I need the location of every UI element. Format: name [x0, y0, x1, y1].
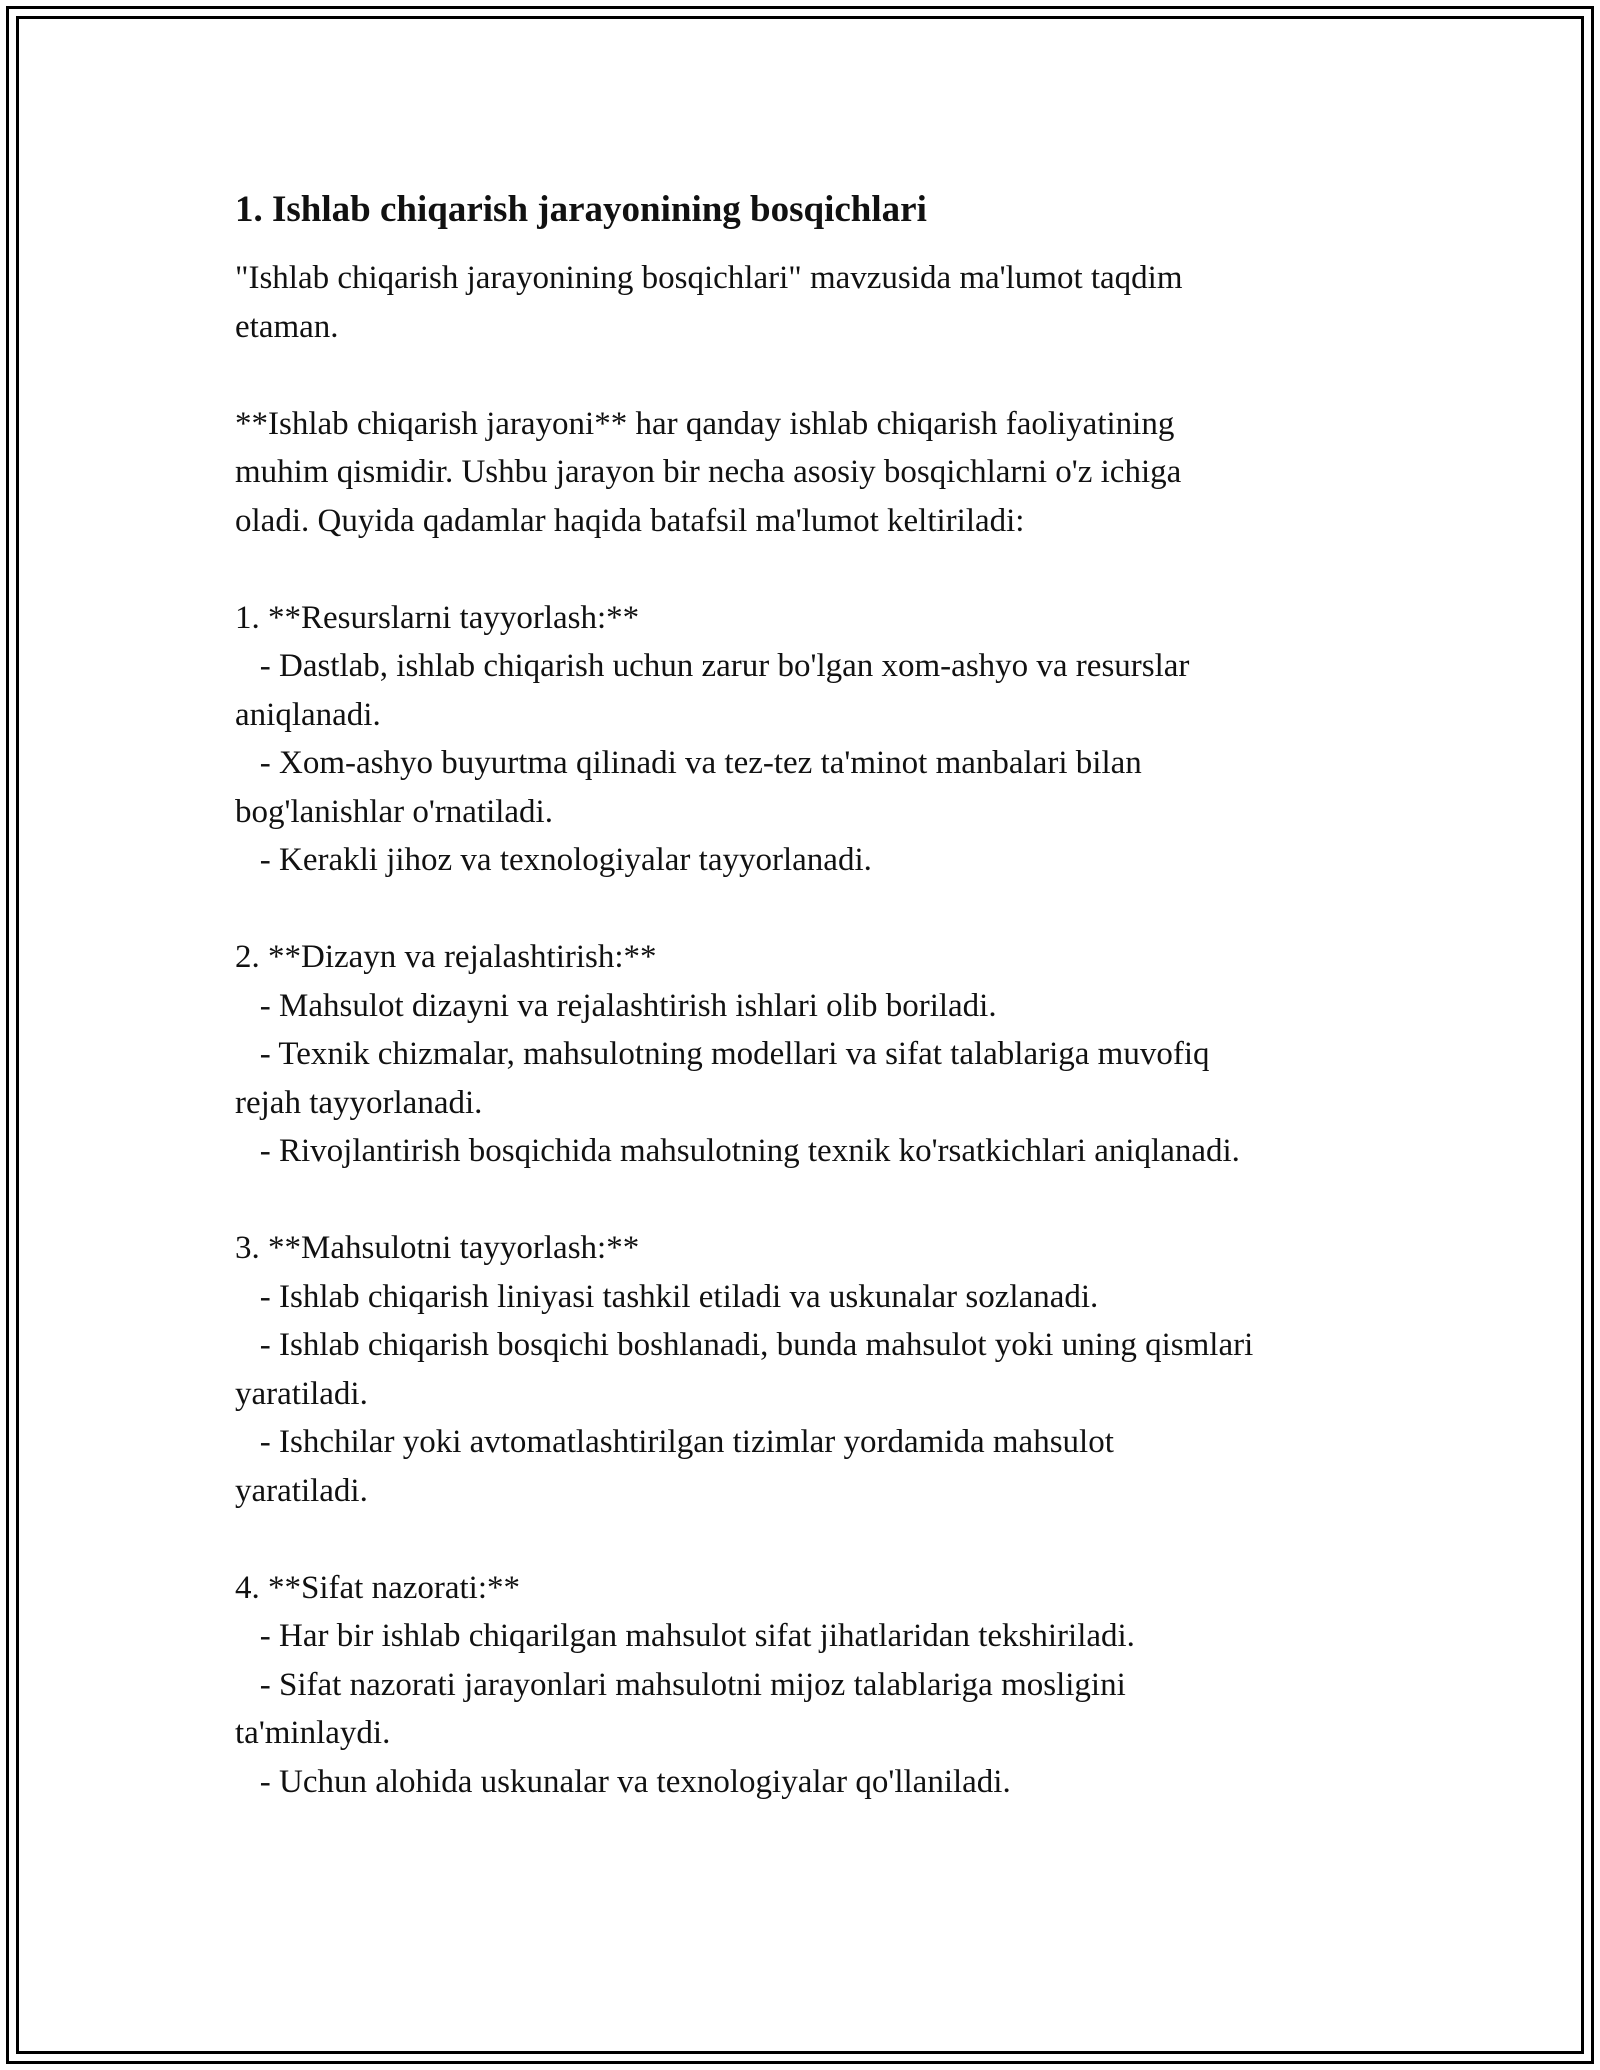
paragraph-gap [235, 1515, 1385, 1564]
section-body: - Har bir ishlab chiqarilgan mahsulot sifat jihatlaridan tekshiriladi. - Sifat nazorati jarayonlari mahsulotni mijoz talablariga mosligini ta'minlaydi. - Uchun alohida uskunalar va texnologiyalar qo'llaniladi. [235, 1618, 1135, 1800]
paragraph-gap [235, 1176, 1385, 1225]
section-design [235, 933, 1385, 1176]
section-body: - Mahsulot dizayni va rejalashtirish ishlari olib boriladi. - Texnik chizmalar, mahsulotning modellari va sifat talablariga muvofiq rejah tayyorlanadi. - Rivojlantirish bosqichida mahsulotning texnik ko'rsatkichlari aniqlanadi. [235, 987, 1240, 1169]
section-body: - Ishlab chiqarish liniyasi tashkil etiladi va uskunalar sozlanadi. - Ishlab chiqarish bosqichi boshlanadi, bunda mahsulot yoki uning qismlari yaratiladi. - Ishchilar yoki avtomatlashtirilgan tizimlar yordamida mahsulot yaratiladi. [235, 1278, 1254, 1509]
section-resources [235, 594, 1385, 885]
intro-paragraph: "Ishlab chiqarish jarayonining bosqichlari" mavzusida ma'lumot taqdim etaman. [235, 260, 1183, 345]
document-heading: 1. Ishlab chiqarish jarayonining bosqichlari [235, 189, 927, 230]
paragraph-gap [235, 545, 1385, 594]
section-title: 1. **Resurslarni tayyorlash:** [235, 599, 640, 636]
section-title: 3. **Mahsulotni tayyorlash:** [235, 1230, 640, 1266]
overview-paragraph: **Ishlab chiqarish jarayoni** har qanday ishlab chiqarish faoliyatining muhim qismidir. Ushbu jarayon bir necha asosiy bosqichlarni o'z ichiga oladi. Quyida qadamlar haqida batafsil ma'lumot keltiriladi: [235, 405, 1182, 539]
section-production [235, 1224, 1385, 1515]
paragraph-gap [235, 885, 1385, 934]
document-body [235, 186, 1385, 1806]
section-quality-control [235, 1564, 1385, 1807]
section-title: 4. **Sifat nazorati:** [235, 1569, 521, 1606]
section-title: 2. **Dizayn va rejalashtirish:** [235, 939, 657, 975]
section-body: - Dastlab, ishlab chiqarish uchun zarur bo'lgan xom-ashyo va resurslar aniqlanadi. - Xom-ashyo buyurtma qilinadi va tez-tez ta'minot manbalari bilan bog'lanishlar o'rnatiladi. - Kerakli jihoz va texnologiyalar tayyorlanadi. [235, 648, 1190, 878]
paragraph-gap [235, 351, 1385, 400]
